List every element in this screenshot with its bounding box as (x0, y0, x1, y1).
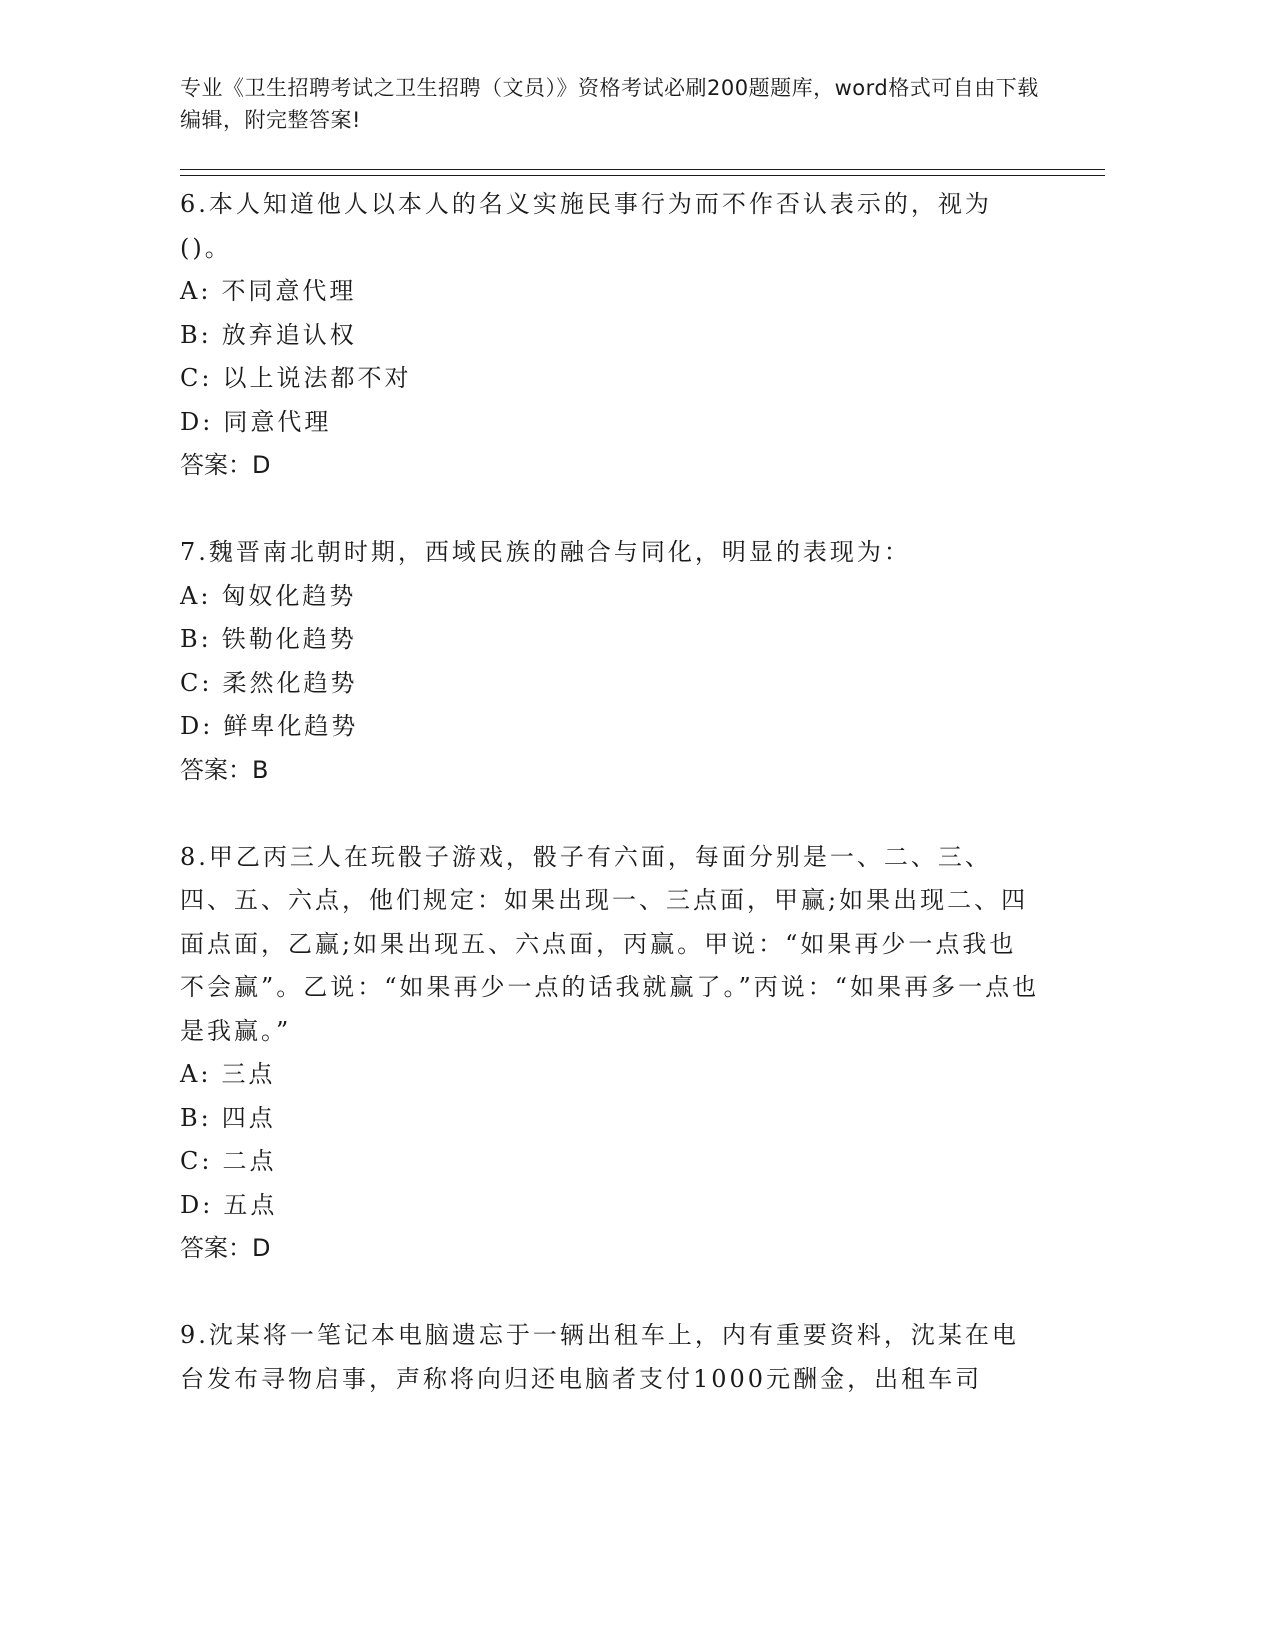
option-a (180, 270, 1040, 314)
spacer (180, 792, 1040, 836)
option-d (180, 1184, 1040, 1228)
answer-line (180, 444, 1040, 488)
option-key: D (180, 1190, 203, 1219)
question-number: 8. (180, 842, 209, 871)
header-divider-top (180, 169, 1105, 170)
option-key: D (180, 712, 203, 740)
option-text: 匈奴化趋势 (221, 581, 357, 610)
question-number: 9. (180, 1321, 209, 1349)
option-d (180, 705, 1040, 749)
option-b (180, 1097, 1040, 1141)
option-key: C (180, 1147, 202, 1175)
question-text (180, 1314, 1040, 1401)
option-separator: : (202, 407, 214, 436)
option-text: 铁勒化趋势 (221, 625, 357, 653)
option-key: A (180, 581, 201, 610)
option-a (180, 1053, 1040, 1097)
answer-value: D (252, 1234, 271, 1262)
answer-line (180, 749, 1040, 793)
question-text (180, 836, 1040, 1054)
spacer (180, 488, 1040, 532)
option-text: 五点 (223, 1190, 278, 1219)
answer-line (180, 1227, 1040, 1271)
question-6 (180, 183, 1040, 488)
option-key: A (180, 277, 201, 305)
option-key: D (180, 407, 203, 436)
option-b (180, 314, 1040, 358)
option-separator: : (201, 364, 213, 392)
question-list (180, 183, 1040, 1401)
answer-label: 答案： (180, 451, 252, 479)
option-c (180, 1140, 1040, 1184)
question-9 (180, 1314, 1040, 1401)
option-key: B (180, 320, 201, 349)
option-text: 鲜卑化趋势 (223, 712, 359, 740)
option-d (180, 401, 1040, 445)
option-text: 放弃追认权 (221, 320, 357, 349)
document-header (180, 72, 1040, 136)
option-separator: : (200, 277, 212, 305)
question-text (180, 183, 1040, 270)
header-divider-bottom (180, 175, 1105, 176)
option-c (180, 357, 1040, 401)
answer-value: D (252, 451, 271, 479)
option-text: 二点 (222, 1147, 277, 1175)
question-7 (180, 531, 1040, 792)
option-text: 柔然化趋势 (222, 668, 358, 697)
option-key: B (180, 625, 201, 653)
option-separator: : (200, 625, 212, 653)
question-stem: 沈某将一笔记本电脑遗忘于一辆出租车上，内有重要资料，沈某在电台发布寻物启事，声称将向归还电脑者支付1000元酬金，出租车司 (180, 1321, 1019, 1393)
question-stem: 本人知道他人以本人的名义实施民事行为而不作否认表示的，视为()。 (180, 190, 992, 262)
option-separator: : (202, 1190, 214, 1219)
question-text (180, 531, 1040, 575)
header-text: 专业《卫生招聘考试之卫生招聘（文员）》资格考试必刷200题题库，word格式可自由下载编辑，附完整答案! (180, 76, 1039, 132)
option-key: C (180, 364, 202, 392)
option-key: A (180, 1060, 201, 1088)
option-key: C (180, 668, 202, 697)
option-separator: : (202, 712, 214, 740)
option-b (180, 618, 1040, 662)
option-c (180, 662, 1040, 706)
option-separator: : (201, 668, 213, 697)
answer-label: 答案： (180, 755, 252, 784)
option-separator: : (201, 1147, 213, 1175)
option-a (180, 575, 1040, 619)
option-text: 四点 (221, 1103, 276, 1132)
option-separator: : (200, 1103, 212, 1132)
answer-label: 答案： (180, 1234, 252, 1262)
question-number: 6. (180, 190, 209, 218)
question-8 (180, 836, 1040, 1271)
spacer (180, 1271, 1040, 1315)
question-stem: 甲乙丙三人在玩骰子游戏，骰子有六面，每面分别是一、二、三、四、五、六点，他们规定：如果出现一、三点面，甲赢;如果出现二、四面点面，乙赢;如果出现五、六点面，丙赢。甲说：“如果再少一点我也不会赢”。乙说：“如果再少一点的话我就赢了。”丙说：“如果再多一点也是我赢。” (180, 842, 1040, 1045)
question-stem: 魏晋南北朝时期，西域民族的融合与同化，明显的表现为： (208, 538, 911, 566)
option-text: 不同意代理 (221, 277, 357, 305)
option-separator: : (200, 320, 212, 349)
option-separator: : (200, 1060, 212, 1088)
option-separator: : (200, 581, 212, 610)
answer-value: B (252, 755, 269, 784)
option-text: 同意代理 (223, 407, 332, 436)
question-number: 7. (180, 538, 209, 566)
option-key: B (180, 1103, 201, 1132)
option-text: 以上说法都不对 (222, 364, 412, 392)
option-text: 三点 (221, 1060, 276, 1088)
